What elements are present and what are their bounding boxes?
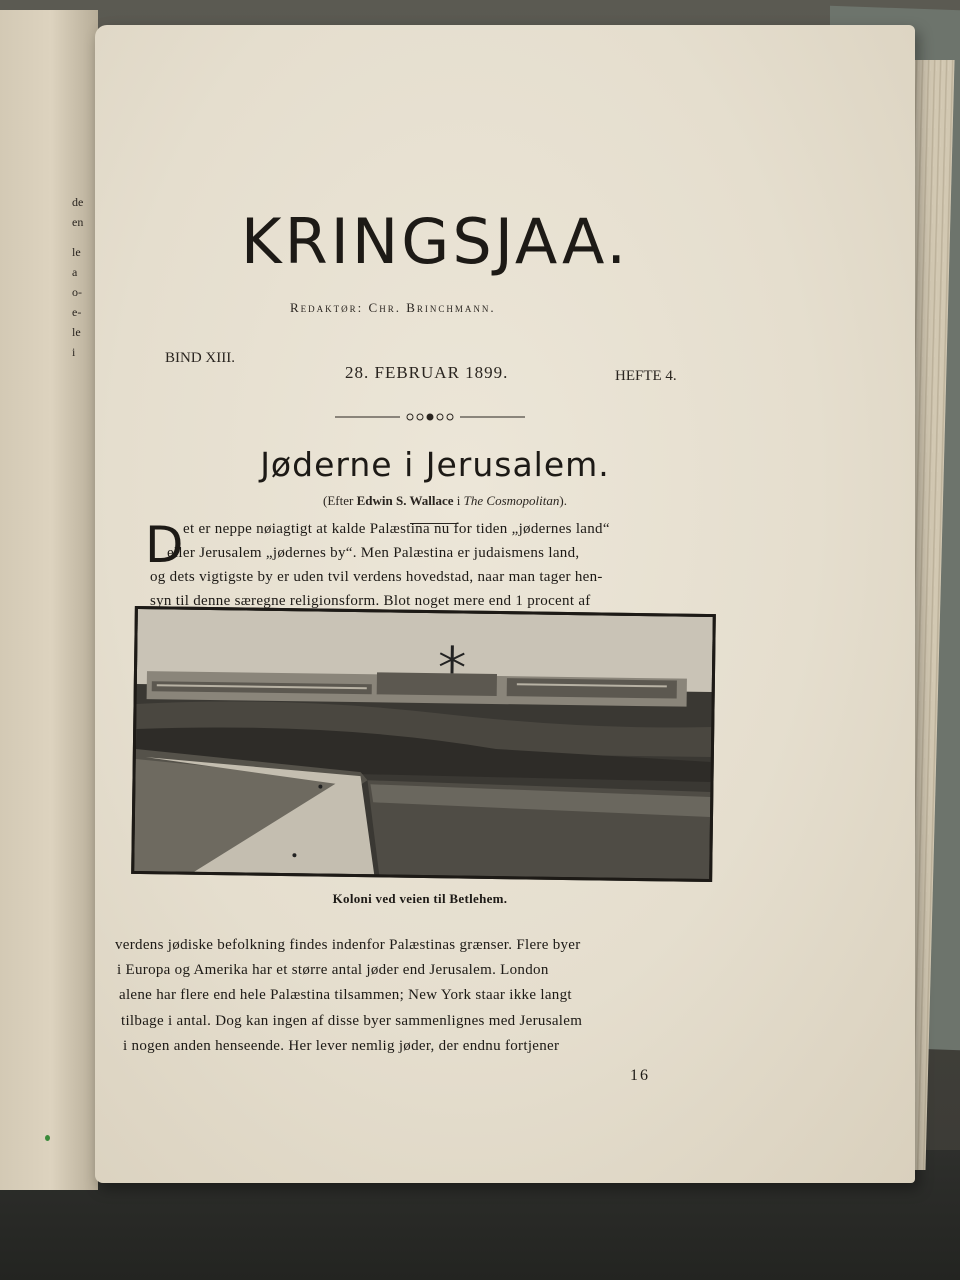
article-title: Jøderne i Jerusalem. — [260, 445, 610, 484]
page-number: 16 — [630, 1067, 650, 1084]
issue-number: HEFTE 4. — [615, 368, 677, 384]
body-line: verdens jødiske befolkning findes indenfor Palæstinas grænser. Flere byer — [115, 937, 581, 953]
byline-middle: i — [456, 493, 461, 508]
left-page-fragment: a — [72, 265, 78, 279]
issue-date: 28. FEBRUAR 1899. — [345, 363, 509, 382]
volume-label: BIND XIII. — [165, 350, 235, 366]
magazine-page — [95, 25, 915, 1183]
intro-line: et er neppe nøiagtigt at kalde Palæstina nu for tiden „jødernes land“ — [183, 521, 610, 537]
body-line: i Europa og Amerika har et større antal jøder end Jerusalem. London — [117, 962, 549, 978]
body-line: i nogen anden henseende. Her lever nemlig jøder, der endnu fortjener — [123, 1038, 560, 1054]
left-page-fragment: en — [72, 215, 84, 229]
body-line: alene har flere end hele Palæstina tilsammen; New York staar ikke langt — [119, 987, 572, 1003]
figure-caption: Koloni ved veien til Betlehem. — [332, 891, 508, 906]
left-page-fragment: le — [72, 325, 81, 339]
left-page-fragment: de — [72, 195, 84, 209]
intro-line: og dets vigtigste by er uden tvil verdens hovedstad, naar man tager hen- — [150, 569, 603, 585]
editor-line: Redaktør: Chr. Brinchmann. — [290, 300, 496, 315]
photo-scene — [134, 609, 713, 879]
left-page-fragment: i — [72, 345, 76, 359]
ornament-divider — [335, 410, 525, 424]
intro-line: eller Jerusalem „jødernes by“. Men Palæstina er judaismens land, — [167, 545, 580, 561]
left-page-fragment: o- — [72, 285, 82, 299]
halftone-photograph — [131, 606, 716, 882]
masthead-title: KRINGSJAA. — [240, 205, 630, 278]
byline-author: Edwin S. Wallace — [356, 493, 454, 508]
drop-cap: D — [145, 516, 184, 574]
body-line: tilbage i antal. Dog kan ingen af disse byer sammenlignes med Jerusalem — [121, 1013, 583, 1029]
left-page-fragment: le — [72, 245, 81, 259]
green-speck — [45, 1135, 50, 1141]
intro-line: syn til denne særegne religionsform. Blot noget mere end 1 procent af — [150, 593, 591, 609]
left-facing-page — [0, 10, 98, 1190]
byline-suffix: ). — [559, 493, 567, 508]
left-page-fragment: e- — [72, 305, 82, 319]
byline-publication: The Cosmopolitan — [463, 493, 560, 508]
byline-prefix: (Efter — [323, 493, 354, 508]
byline — [245, 493, 645, 509]
